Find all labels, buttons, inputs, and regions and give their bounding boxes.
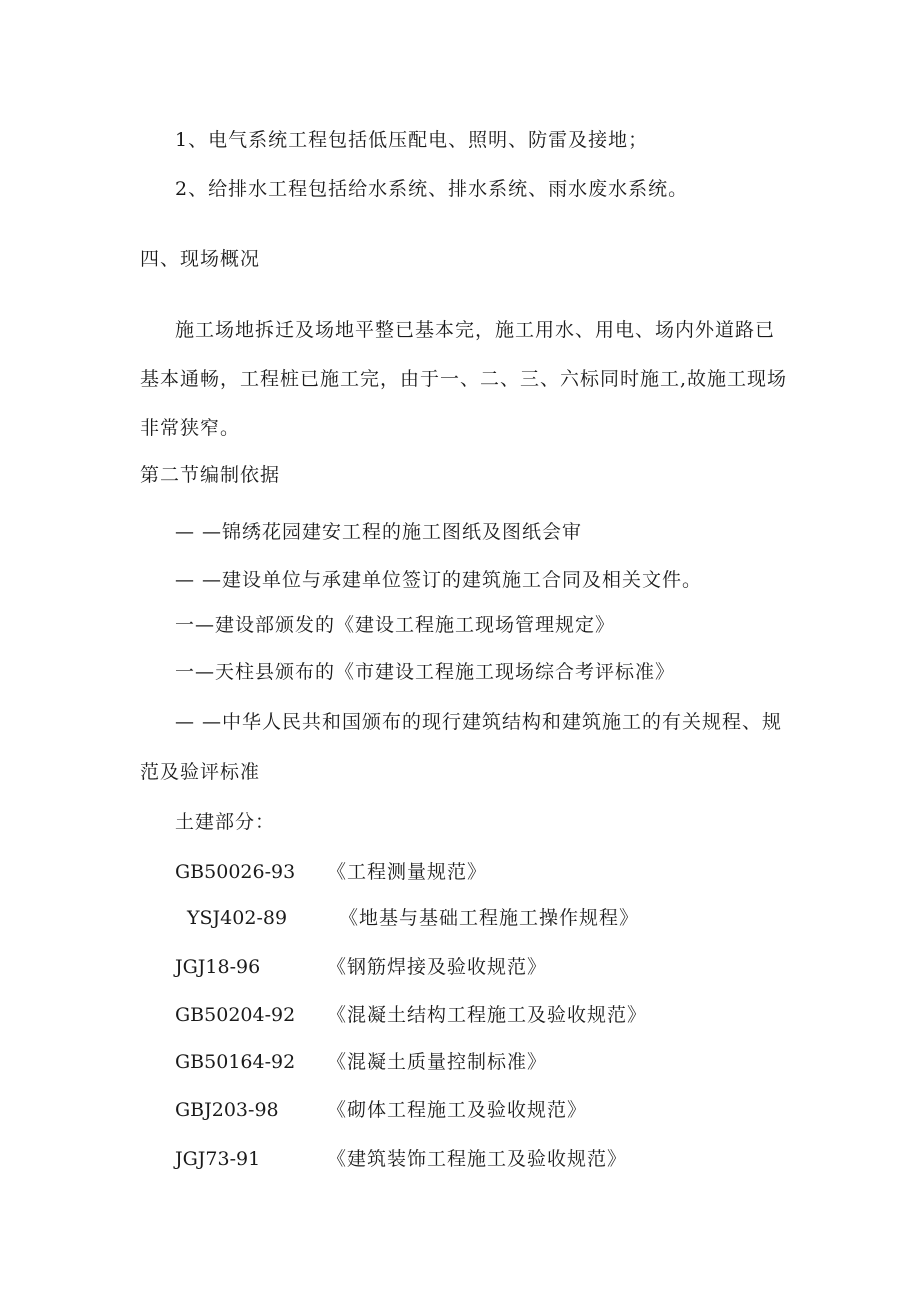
section-heading-basis: 第二节编制依据	[140, 464, 281, 486]
standard-code: GB50204-92	[175, 1004, 296, 1026]
basis-item: — —中华人民共和国颁布的现行建筑结构和建筑施工的有关规程、规	[175, 711, 783, 733]
basis-item: 一—建设部颁发的《建设工程施工现场管理规定》	[175, 614, 616, 636]
basis-item-continuation: 范及验评标准	[140, 761, 261, 783]
standard-name: 《地基与基础工程施工操作规程》	[339, 907, 640, 929]
standard-code: GB50026-93	[175, 861, 296, 883]
paragraph-line: 非常狭窄。	[140, 417, 241, 439]
basis-item: — —锦绣花园建安工程的施工图纸及图纸会审	[175, 521, 583, 543]
standard-name: 《工程测量规范》	[327, 861, 488, 883]
paragraph-line: 施工场地拆迁及场地平整已基本完，施工用水、用电、场内外道路已	[175, 319, 776, 341]
scope-item-electrical: 1、电气系统工程包括低压配电、照明、防雷及接地；	[175, 129, 649, 151]
standard-code: GB50164-92	[175, 1051, 296, 1073]
standard-code: JGJ73-91	[175, 1148, 261, 1170]
section-heading-site-overview: 四、现场概况	[140, 248, 261, 270]
standard-name: 《混凝土质量控制标准》	[327, 1051, 548, 1073]
scope-item-plumbing: 2、给排水工程包括给水系统、排水系统、雨水废水系统。	[175, 178, 689, 200]
basis-item: 一—天柱县颁布的《市建设工程施工现场综合考评标准》	[175, 661, 676, 683]
civil-works-heading: 土建部分：	[175, 811, 276, 833]
basis-item: — —建设单位与承建单位签订的建筑施工合同及相关文件。	[175, 569, 703, 591]
standard-code: JGJ18-96	[175, 956, 261, 978]
standard-name: 《钢筋焊接及验收规范》	[327, 956, 548, 978]
standard-name: 《建筑装饰工程施工及验收规范》	[327, 1148, 628, 1170]
standard-code: GBJ203-98	[175, 1099, 279, 1121]
paragraph-line: 基本通畅，工程桩已施工完，由于一、二、三、六标同时施工,故施工现场	[140, 368, 788, 390]
standard-name: 《混凝土结构工程施工及验收规范》	[327, 1004, 648, 1026]
standard-name: 《砌体工程施工及验收规范》	[327, 1099, 588, 1121]
standard-code: YSJ402-89	[187, 907, 288, 929]
